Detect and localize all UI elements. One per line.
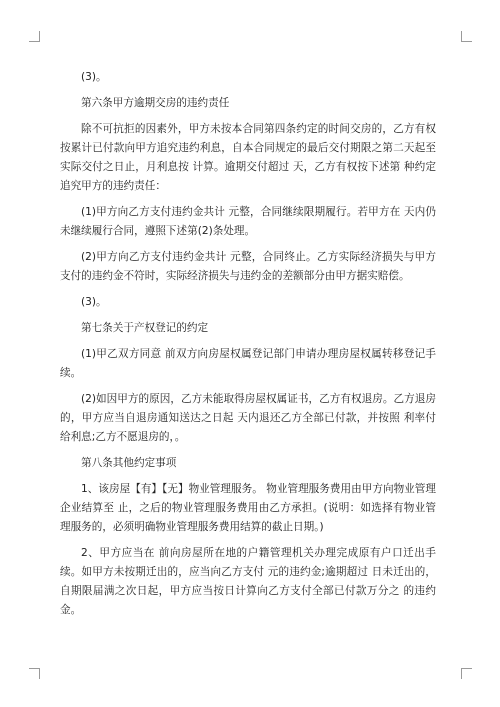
corner-mark-top-right [461,31,472,42]
paragraph: (1)甲乙双方同意 前双方向房屋权属登记部门申请办理房屋权属转移登记手续。 [60,348,436,379]
paragraph: 2、甲方应当在 前向房屋所在地的户籍管理机关办理完成原有户口迁出手续。如甲方未按期迁出的，应当向乙方支付 元的违约金;逾期超过 日未迁出的，自期限届满之次日起，甲方应当按日计算向乙方支付全部已付款万分之 的违约金。 [60,547,436,616]
paragraph: (2)甲方向乙方支付违约金共计 元整，合同终止。乙方实际经济损失与甲方支付的违约金不符时，实际经济损失与违约金的差额部分由甲方据实赔偿。 [60,251,436,282]
corner-mark-bottom-left [29,668,40,679]
paragraph: (3)。 [81,71,107,83]
section-heading: 第八条其他约定事项 [81,457,177,469]
corner-mark-top-left [29,31,40,42]
paragraph: (3)。 [81,296,107,308]
corner-mark-bottom-right [461,668,472,679]
document-body [60,68,436,627]
paragraph: 除不可抗拒的因素外，甲方未按本合同第四条约定的时间交房的，乙方有权按累计已付款向甲方追究违约利息，自本合同规定的最后交付期限之第二天起至实际交付之日止，月利息按 计算。逾期交付超过 天，乙方有权按下述第 种约定追究甲方的违约责任： [60,123,436,192]
section-heading: 第六条甲方逾期交房的违约责任 [81,97,230,109]
paragraph: (1)甲方向乙方支付违约金共计 元整，合同继续限期履行。若甲方在 天内仍未继续履行合同，遵照下述第(2)条处理。 [60,206,436,237]
paragraph: (2)如因甲方的原因，乙方未能取得房屋权属证书，乙方有权退房。乙方退房的，甲方应当自退房通知送达之日起 天内退还乙方全部已付款，并按照 利率付给利息;乙方不愿退房的，。 [60,393,436,443]
paragraph: 1、该房屋【有】【无】物业管理服务。 物业管理服务费用由甲方向物业管理企业结算至 止，之后的物业管理服务费用由乙方承担。(说明：如选择有物业管理服务的，必须明确物业管理服务费用结算的截止日期。) [60,483,436,533]
section-heading: 第七条关于产权登记的约定 [81,322,209,334]
